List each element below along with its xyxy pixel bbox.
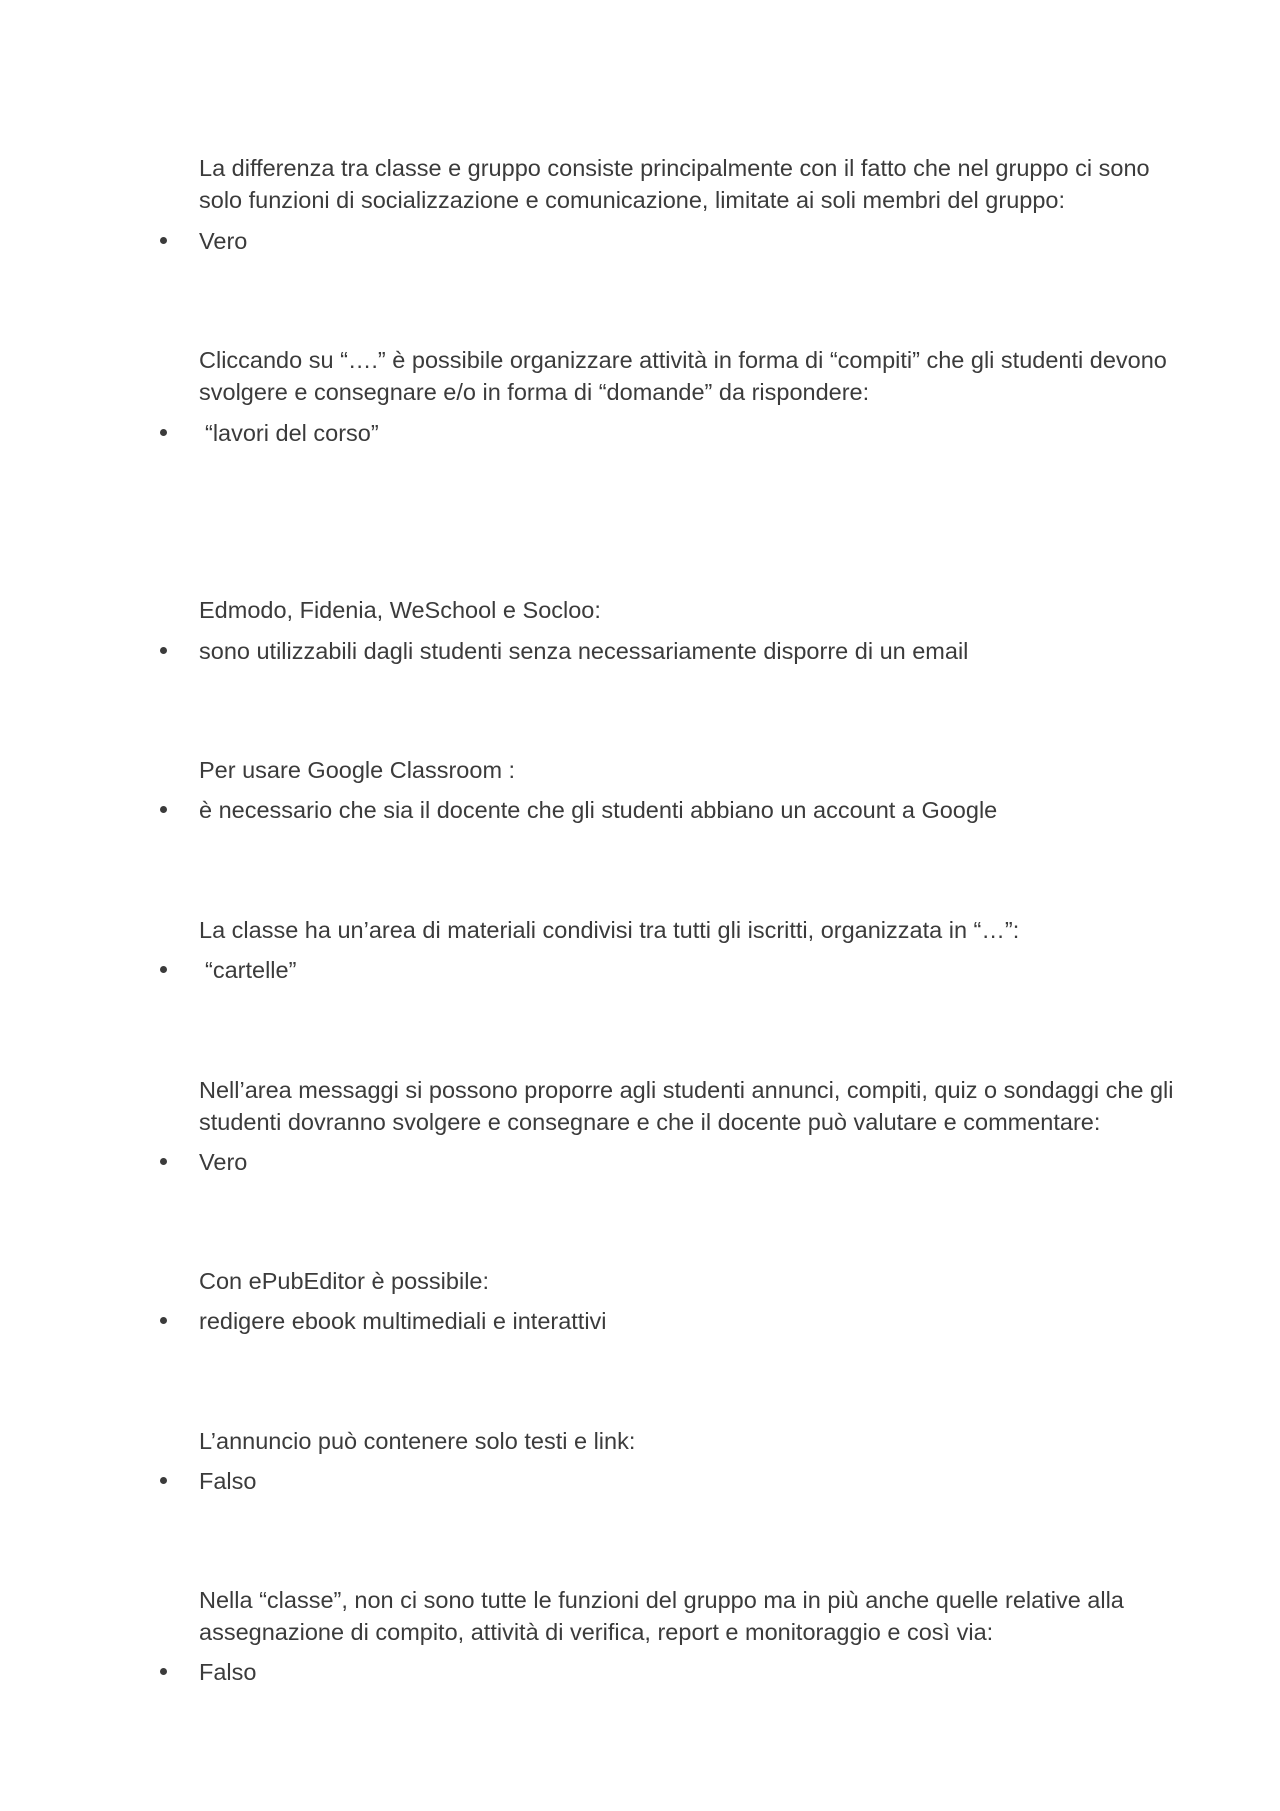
question-text: Per usare Google Classroom :: [199, 757, 516, 783]
answer-item: [0, 225, 1280, 257]
answer-item: [0, 1656, 1280, 1688]
bullet-icon: [160, 1158, 167, 1165]
answer-item: [0, 954, 1280, 986]
answer-text: Vero: [199, 228, 248, 254]
answer-text: sono utilizzabili dagli studenti senza necessariamente disporre di un email: [199, 638, 969, 664]
bullet-icon: [160, 806, 167, 813]
answer-item: [0, 794, 1280, 826]
bullet-icon: [160, 1668, 167, 1675]
answer-text: Vero: [199, 1149, 248, 1175]
question-text: La classe ha un’area di materiali condivisi tra tutti gli iscritti, organizzata in “…”:: [199, 917, 1020, 943]
bullet-icon: [160, 966, 167, 973]
answer-text: Falso: [199, 1659, 257, 1685]
question-text: Edmodo, Fidenia, WeSchool e Socloo:: [199, 597, 601, 623]
answer-item: [0, 417, 1280, 449]
answer-item: [0, 1305, 1280, 1337]
question-text: Nell’area messaggi si possono proporre agli studenti annunci, compiti, quiz o sondaggi che gli studenti dovranno svolgere e consegnare e che il docente può valutare e commentare:: [199, 1077, 1174, 1135]
bullet-icon: [160, 647, 167, 654]
answer-item: [0, 1146, 1280, 1178]
answer-text: “lavori del corso”: [205, 420, 379, 446]
answer-item: [0, 635, 1280, 667]
question-text: Cliccando su “….” è possibile organizzare attività in forma di “compiti” che gli studenti devono svolgere e consegnare e/o in forma di “domande” da rispondere:: [199, 347, 1167, 405]
bullet-icon: [160, 237, 167, 244]
question-text: Nella “classe”, non ci sono tutte le funzioni del gruppo ma in più anche quelle relative alla assegnazione di compito, attività di verifica, report e monitoraggio e così via:: [199, 1587, 1124, 1645]
answer-text: “cartelle”: [205, 957, 297, 983]
question-text: L’annuncio può contenere solo testi e link:: [199, 1428, 636, 1454]
bullet-icon: [160, 429, 167, 436]
question-text: La differenza tra classe e gruppo consiste principalmente con il fatto che nel gruppo ci sono solo funzioni di socializzazione e comunicazione, limitate ai soli membri del gruppo:: [199, 155, 1150, 213]
question-text: Con ePubEditor è possibile:: [199, 1268, 490, 1294]
bullet-icon: [160, 1477, 167, 1484]
answer-text: è necessario che sia il docente che gli studenti abbiano un account a Google: [199, 797, 998, 823]
answer-item: [0, 1465, 1280, 1497]
answer-text: redigere ebook multimediali e interattivi: [199, 1308, 607, 1334]
answer-text: Falso: [199, 1468, 257, 1494]
bullet-icon: [160, 1317, 167, 1324]
